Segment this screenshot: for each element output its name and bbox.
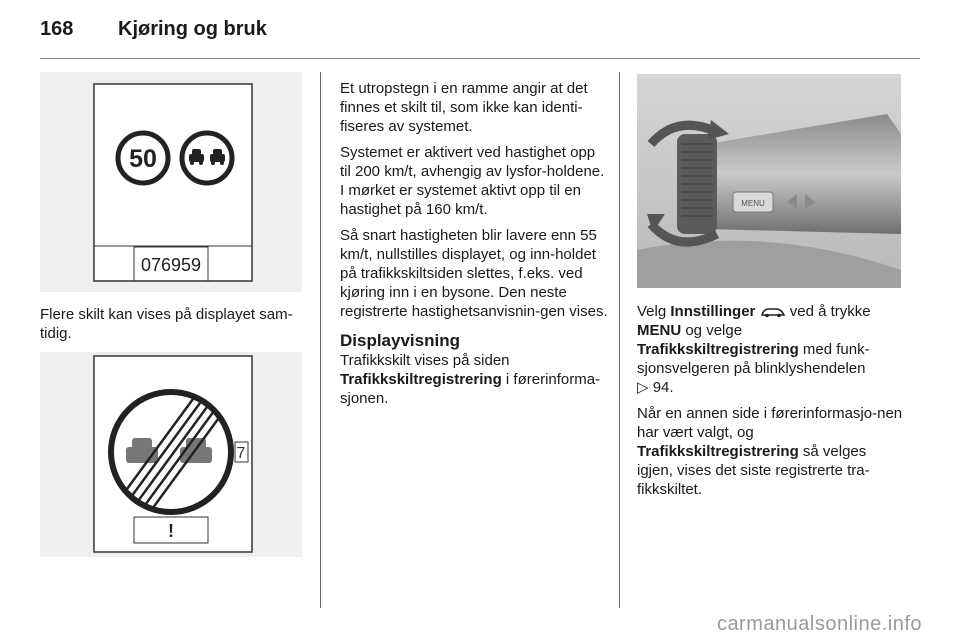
menu-label: MENU [741, 199, 765, 208]
p4-text-end: i førerinforma-sjonen. [340, 371, 601, 407]
exclamation-mark: ! [168, 521, 174, 541]
page-header [40, 18, 267, 41]
p1-post: med funk-sjonsvelgeren på blinklyshendelen [637, 341, 870, 377]
p4-text: Trafikkskilt vises på siden [340, 352, 510, 369]
paragraph-repeat [637, 404, 905, 499]
car-icon [760, 303, 786, 320]
p1-mid2: og velge [681, 322, 743, 339]
paragraph-4 [340, 351, 608, 408]
traffic-sign-label-2: Trafikkskiltregistrering [637, 443, 799, 460]
section-heading: Displayvisning [340, 331, 460, 350]
p2-text: Når en annen side i førerinformasjo-nen har vært valgt, og [637, 405, 903, 441]
menu-key: MENU [637, 322, 682, 339]
paragraph-1: Et utropstegn i en ramme angir at det finnes et skilt til, som ikke kan identi-fiseres av systemet. [340, 80, 588, 135]
page-number: 168 [40, 18, 74, 40]
page-title: Kjøring og bruk [118, 18, 267, 40]
sign-code: 076959 [140, 255, 202, 275]
paragraph-2: Systemet er aktivert ved hastighet opp til 200 km/t, avhengig av lysfor-holdene. I mørket er systemet aktivt opp til en hastighet på 160 km/t. [340, 144, 605, 218]
p4-bold: Trafikkskiltregistrering [340, 371, 502, 388]
p1-text: Velg [637, 303, 671, 320]
column-divider-2 [619, 72, 620, 608]
caption: Flere skilt kan vises på displayet sam-tidig. [40, 306, 293, 342]
column-3 [637, 302, 905, 506]
digit-label: 7 [236, 445, 246, 462]
watermark: carmanualsonline.info [716, 613, 922, 635]
column-1 [40, 305, 308, 350]
paragraph-select [637, 302, 905, 397]
traffic-sign-label: Trafikkskiltregistrering [637, 341, 799, 358]
figure-end-sign [40, 352, 302, 557]
column-2 [340, 79, 608, 415]
p1-mid: ved å trykke [785, 303, 871, 320]
paragraph-3: Så snart hastigheten blir lavere enn 55 km/t, nullstilles displayet, og inn-holdet på trafikkskiltsiden slettes, f.eks. ved kjøring inn i en bysone. Den neste registrerte hastighetsanvisnin-gen vises. [340, 227, 608, 320]
settings-label: Innstillinger [670, 303, 756, 320]
column-divider-1 [320, 72, 321, 608]
page-ref: 94. [652, 379, 674, 396]
p2-post: så velges igjen, vises det siste registrerte tra-fikkskiltet. [637, 443, 870, 498]
speed-limit-value: 50 [129, 145, 157, 173]
figure-stalk [637, 74, 901, 288]
page-ref-icon: ▷ [637, 379, 649, 396]
header-rule [40, 58, 920, 59]
figure-speed-signs [40, 72, 302, 292]
